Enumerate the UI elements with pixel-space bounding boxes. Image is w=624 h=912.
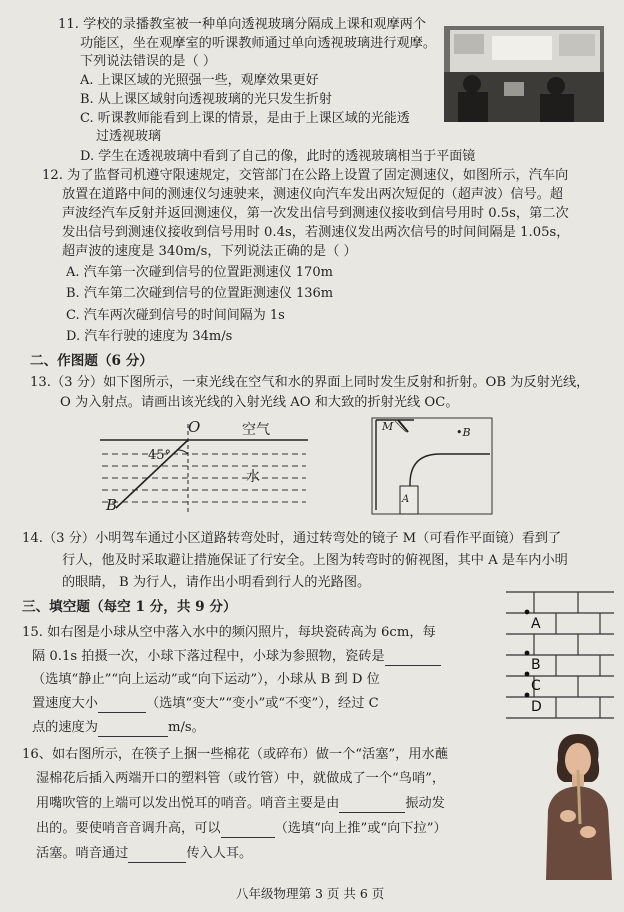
q15-line-3: （选填“静止”“向上运动”或“向下运动”），小球从 B 到 D 位 <box>32 672 380 687</box>
label-ball-c: C <box>531 678 541 694</box>
hand-left <box>560 810 576 822</box>
q13-line-1: 13.（3 分）如下图所示，一束光线在空气和水的界面上同时发生反射和折射。OB 为反射光线， <box>30 375 590 390</box>
ball-d <box>525 693 530 698</box>
figure-13-interface <box>96 418 312 518</box>
water-hatching <box>102 454 306 502</box>
q15-line-5-text: 点的速度为 <box>32 720 98 735</box>
ball-a <box>525 610 530 615</box>
q12-line-2: 放置在道路中间的测速仪匀速驶来，测速仪向汽车发出两次短促的（超声波）信号。超 <box>62 187 564 202</box>
q12-option-d: D. 汽车行驶的速度为 34m/s <box>66 329 233 344</box>
label-m: M <box>382 420 394 433</box>
q16-blank-2[interactable] <box>221 823 275 838</box>
q14-line-1: 14.（3 分）小明驾车通过小区道路转弯处时，通过转弯处的镜子 M（可看作平面镜）看到了 <box>22 531 562 546</box>
q15-blank-2[interactable] <box>98 698 146 713</box>
q16-line-5-text-b: 传入人耳。 <box>186 846 253 861</box>
label-air: 空气 <box>242 422 270 438</box>
q15-line-2 <box>32 648 441 666</box>
q11-line-3: 下列说法错误的是（ ） <box>80 54 217 69</box>
q15-blank-1[interactable] <box>385 651 441 666</box>
q15-line-4 <box>32 695 379 713</box>
label-pedestrian-b: •B <box>456 426 471 439</box>
label-angle: 45° <box>148 448 172 463</box>
label-ball-b: B <box>531 657 541 673</box>
q16-line-5 <box>36 845 252 863</box>
figure-15-tile-wall <box>500 590 618 720</box>
q12-line-3: 声波经汽车反射并返回测速仪，第一次发出信号到测速仪接收到信号用时 0.5s，第二次 <box>62 206 569 221</box>
q12-option-b: B. 汽车第二次碰到信号的位置距测速仪 136m <box>66 286 334 301</box>
q15-line-5 <box>32 719 205 737</box>
q11-option-c: C. 听课教师能看到上课的情景，是由于上课区域的光能透 <box>80 111 410 126</box>
label-b: B <box>106 496 118 514</box>
angle-arc <box>177 450 188 454</box>
ball-b <box>525 651 530 656</box>
road-inner-curve <box>410 454 490 510</box>
q15-line-4-text: 置速度大小 <box>32 696 98 711</box>
q15-line-4-text-b: （选填“变大”“变小”或“不变”），经过 C <box>145 696 379 711</box>
q11-option-c-cont: 过透视玻璃 <box>96 129 162 144</box>
q11-option-b: B. 从上课区域射向透视玻璃的光只发生折射 <box>80 92 332 107</box>
q16-line-4-text-b: （选填“向上推”或“向下拉”） <box>274 821 447 836</box>
section-3-title: 三、填空题（每空 1 分，共 9 分） <box>22 599 237 615</box>
q16-blank-1[interactable] <box>339 798 405 813</box>
q12-option-c: C. 汽车两次碰到信号的时间间隔为 1s <box>66 308 285 323</box>
q16-line-3-text: 用嘴吹管的上端可以发出悦耳的哨音。哨音主要是由 <box>36 796 340 811</box>
q13-line-2: O 为入射点。请画出该光线的入射光线 AO 和大致的折射光线 OC。 <box>60 395 459 410</box>
q11-option-a: A. 上课区域的光照强一些，观摩效果更好 <box>80 73 319 88</box>
q14-line-3: 的眼睛， B 为行人，请作出小明看到行人的光路图。 <box>62 575 371 590</box>
q16-line-5-text: 活塞。哨音通过 <box>36 846 129 861</box>
q12-line-4: 发出信号到测速仪接收到信号用时 0.4s，若测速仪发出两次信号的时间间隔是 1.05s， <box>62 225 570 240</box>
q16-line-4-text: 出的。要使哨音音调升高，可以 <box>36 821 221 836</box>
q16-line-2: 湿棉花后插入两端开口的塑料管（或竹管）中，就做成了一个“鸟哨”， <box>36 771 446 786</box>
q14-line-2: 行人，他及时采取避让措施保证了行安全。上图为转弯时的俯视图，其中 A 是车内小明 <box>62 553 568 568</box>
label-ball-d: D <box>531 699 542 715</box>
section-2-title: 二、作图题（6 分） <box>30 353 153 369</box>
q11-option-d: D. 学生在透视玻璃中看到了自己的像，此时的透视玻璃相当于平面镜 <box>80 149 476 164</box>
figure-14-road-corner <box>364 414 496 518</box>
q15-line-5-unit: m/s。 <box>167 720 205 735</box>
label-water: 水 <box>246 469 260 485</box>
q12-line-5: 超声波的速度是 340m/s，下列说法正确的是（ ） <box>62 244 357 259</box>
q15-line-2-text: 隔 0.1s 拍摄一次，小球下落过程中，小球为参照物，瓷砖是 <box>32 649 385 664</box>
q16-line-3-text-b: 振动发 <box>405 796 445 811</box>
q11-line-2: 功能区，坐在观摩室的听课教师通过单向透视玻璃进行观摩。 <box>80 36 437 51</box>
q15-blank-3[interactable] <box>98 722 168 737</box>
q11-line-1: 11. 学校的录播教室被一种单向透视玻璃分隔成上课和观摩两个 <box>58 17 427 32</box>
label-ball-a: A <box>531 616 541 632</box>
figure-16-whistle-photo <box>532 730 620 880</box>
q12-line-1: 12. 为了监督司机遵守限速规定，交管部门在公路上设置了固定测速仪，如图所示，汽车向 <box>42 168 569 183</box>
ball-c <box>525 672 530 677</box>
q16-line-3 <box>36 795 445 813</box>
label-a: A <box>402 494 410 505</box>
page-footer: 八年级物理第 3 页 共 6 页 <box>236 886 385 901</box>
hand-right <box>580 826 596 838</box>
whistle-tube <box>578 770 580 824</box>
q15-line-1: 15. 如右图是小球从空中落入水中的频闪照片，每块瓷砖高为 6cm，每 <box>22 625 436 640</box>
q16-line-4 <box>36 820 447 838</box>
tile-grid <box>506 592 614 718</box>
label-o: O <box>188 418 201 436</box>
classroom-photo <box>444 26 604 122</box>
q16-line-1: 16、如右图所示，在筷子上捆一些棉花（或碎布）做一个“活塞”，用水蘸 <box>22 747 448 762</box>
q16-blank-3[interactable] <box>128 848 186 863</box>
q12-option-a: A. 汽车第一次碰到信号的位置距测速仪 170m <box>66 265 333 280</box>
